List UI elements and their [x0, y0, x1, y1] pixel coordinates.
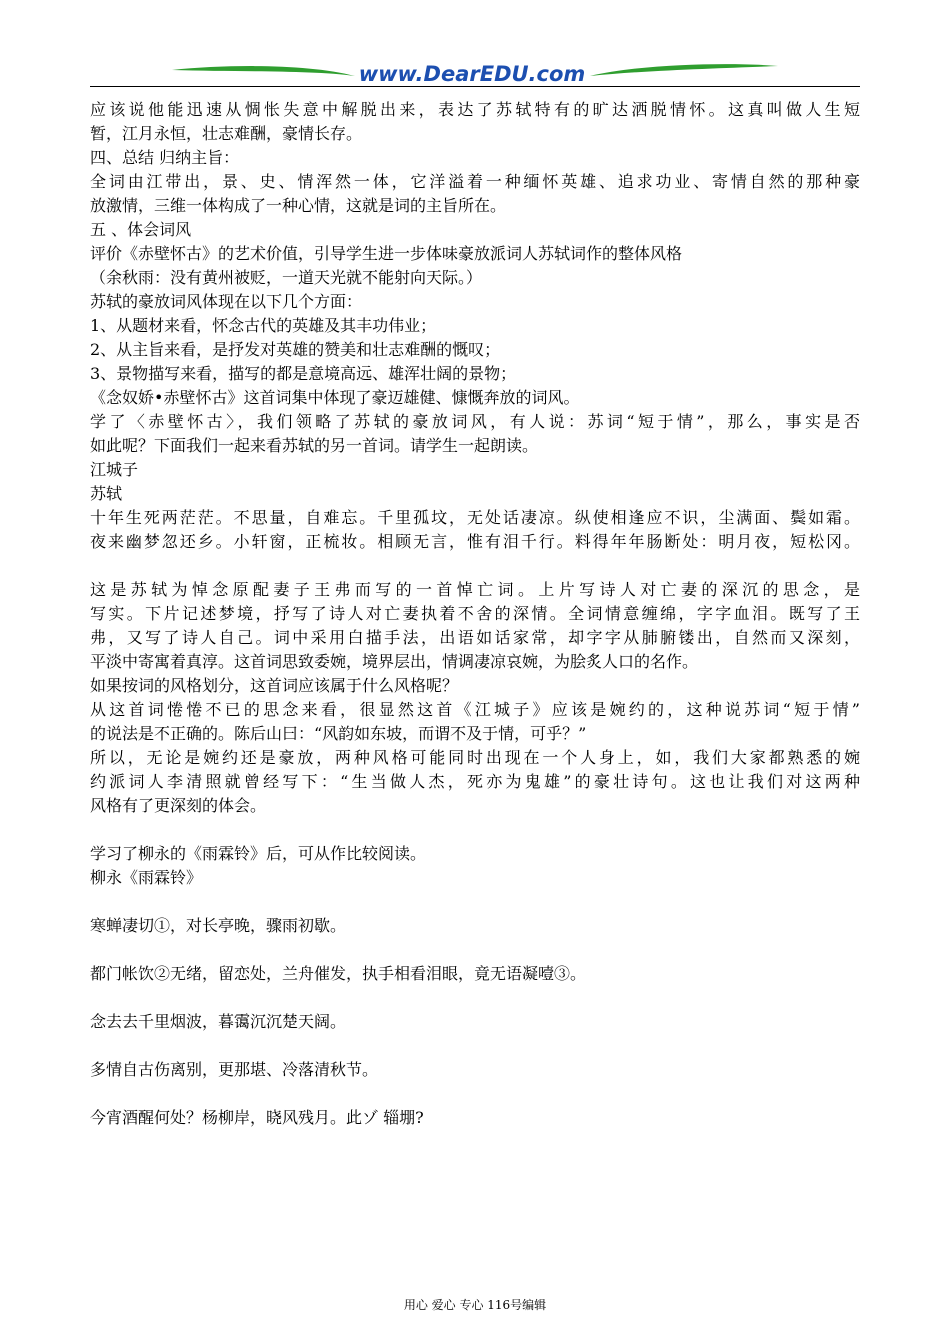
left-swoosh	[172, 66, 355, 76]
section-heading: 四、总结 归纳主旨：	[90, 148, 240, 167]
body-line: 如此呢？下面我们一起来看苏轼的另一首词。请学生一起朗读。	[90, 436, 539, 455]
blank-line	[90, 1034, 860, 1058]
document-body	[90, 98, 860, 1130]
body-line: 约派词人李清照就曾经写下：“生当做人杰，死亦为鬼雄”的豪壮诗句。这也让我们对这两种	[90, 772, 860, 791]
poem-line: 十年生死两茫茫。不思量，自难忘。千里孤坟，无处话凄凉。纵使相逢应不识，尘满面、鬓如霜。	[90, 508, 860, 527]
body-line: 苏轼的豪放词风体现在以下几个方面：	[90, 292, 363, 311]
poem-title: 江城子	[90, 460, 139, 479]
blank-line	[90, 938, 860, 962]
site-name: www.DearEDU.com	[358, 62, 586, 86]
blank-line	[90, 818, 860, 842]
list-item: 1、从题材来看，怀念古代的英雄及其丰功伟业；	[90, 316, 437, 335]
page-footer: 用心 爱心 专心 116号编辑	[403, 1298, 547, 1312]
blank-line	[90, 986, 860, 1010]
body-line: 弗，又写了诗人自己。词中采用白描手法，出语如话家常，却字字从肺腑镂出，自然而又深刻，	[90, 628, 860, 647]
blank-line	[90, 554, 860, 578]
logo-swoosh-graphic	[170, 60, 780, 86]
body-line: 写实。下片记述梦境，抒写了诗人对亡妻执着不舍的深情。全词情意缠绵，字字血泪。既写了王	[90, 604, 860, 623]
right-swoosh	[590, 64, 778, 76]
body-line: 《念奴娇•赤壁怀古》这首词集中体现了豪迈雄健、慷慨奔放的词风。	[90, 388, 580, 407]
body-line: 应该说他能迅速从惆怅失意中解脱出来，表达了苏轼特有的旷达洒脱情怀。这真叫做人生短	[90, 100, 860, 119]
poem-line: 寒蝉凄切①，对长亭晚，骤雨初歇。	[90, 916, 347, 935]
body-line: 平淡中寄寓着真淳。这首词思致委婉，境界层出，情调凄凉哀婉，为脍炙人口的名作。	[90, 652, 699, 671]
body-line: 从这首词惓惓不已的思念来看，很显然这首《江城子》应该是婉约的，这种说苏词“短于情”	[90, 700, 860, 719]
body-line: 这是苏轼为悼念原配妻子王弗而写的一首悼亡词。上片写诗人对亡妻的深沉的思念，是	[90, 580, 860, 599]
body-line: 学了〈赤壁怀古〉，我们领略了苏轼的豪放词风，有人说：苏词“短于情”，那么，事实是否	[90, 412, 860, 431]
body-line: 所以，无论是婉约还是豪放，两种风格可能同时出现在一个人身上，如，我们大家都熟悉的婉	[90, 748, 860, 767]
poem-line: 今宵酒醒何处？杨柳岸，晓风残月。此ゾ 辎堋?	[90, 1108, 424, 1127]
header-logo	[170, 60, 780, 86]
poem-title: 柳永《雨霖铃》	[90, 868, 203, 887]
blank-line	[90, 890, 860, 914]
section-heading: 五 、体会词风	[90, 220, 192, 239]
body-line: 学习了柳永的《雨霖铃》后，可从作比较阅读。	[90, 844, 427, 863]
poem-line: 夜来幽梦忽还乡。小轩窗，正梳妆。相顾无言，惟有泪千行。料得年年肠断处：明月夜，短松冈。	[90, 532, 860, 551]
poem-line: 多情自古伤离别，更那堪、冷落清秋节。	[90, 1060, 379, 1079]
poem-line: 都门帐饮②无绪，留恋处，兰舟催发，执手相看泪眼，竟无语凝噎③。	[90, 964, 587, 983]
body-line: 全词由江带出，景、史、情浑然一体，它洋溢着一种缅怀英雄、追求功业、寄情自然的那种豪	[90, 172, 860, 191]
body-line: 放激情，三维一体构成了一种心情，这就是词的主旨所在。	[90, 196, 507, 215]
blank-line	[90, 1082, 860, 1106]
poem-author: 苏轼	[90, 484, 123, 503]
body-line: 风格有了更深刻的体会。	[90, 796, 267, 815]
list-item: 3、景物描写来看，描写的都是意境高远、雄浑壮阔的景物；	[90, 364, 517, 383]
body-line: 评价《赤壁怀古》的艺术价值，引导学生进一步体味豪放派词人苏轼词作的整体风格	[90, 244, 683, 263]
header-divider	[90, 86, 860, 87]
body-line: 的说法是不正确的。陈后山曰：“风韵如东坡，而谓不及于情，可乎？”	[90, 724, 587, 743]
body-line: 暂，江月永恒，壮志难酬，豪情长存。	[90, 124, 363, 143]
poem-line: 念去去千里烟波，暮霭沉沉楚天阔。	[90, 1012, 347, 1031]
list-item: 2、从主旨来看，是抒发对英雄的赞美和壮志难酬的慨叹；	[90, 340, 501, 359]
body-line: 如果按词的风格划分，这首词应该属于什么风格呢？	[90, 676, 459, 695]
body-line: （余秋雨：没有黄州被贬，一道天光就不能射向天际。）	[90, 268, 483, 287]
